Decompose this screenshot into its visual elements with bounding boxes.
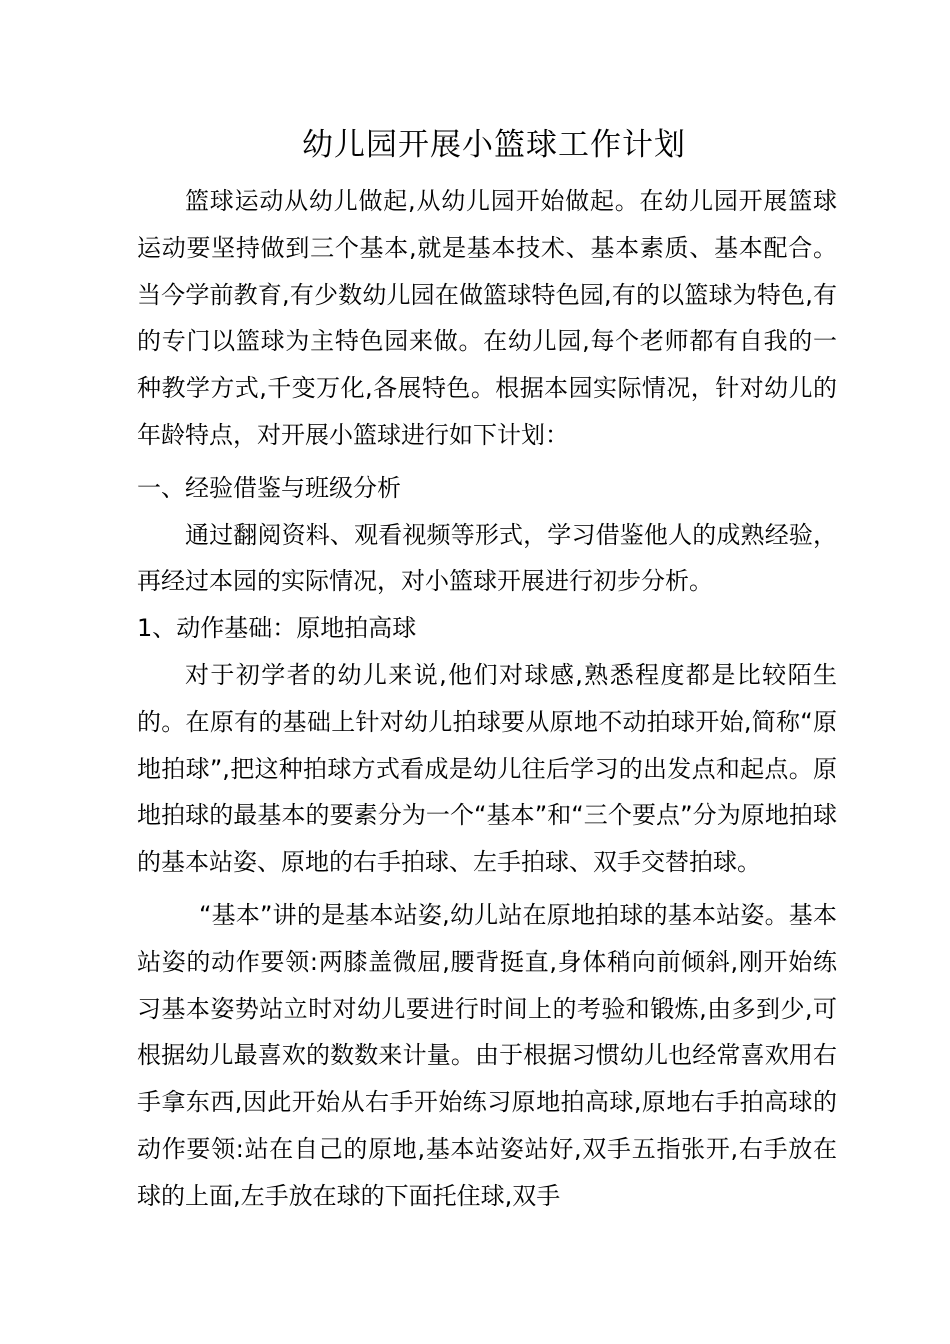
subsection-1-paragraph-2: “基本”讲的是基本站姿,幼儿站在原地拍球的基本站姿。基本站姿的动作要领:两膝盖微屈,腰背挺直,身体稍向前倾斜,刚开始练习基本姿势站立时对幼儿要进行时间上的考验和锻炼,由多到少,可根据幼儿最喜欢的数数来计量。由于根据习惯幼儿也经常喜欢用右手拿东西,因此开始从右手开始练习原地拍高球,原地右手拍高球的动作要领:站在自己的原地,基本站姿站好,双手五指张开,右手放在球的上面,左手放在球的下面托住球,双手	[137, 900, 837, 1210]
subsection-1-paragraph-1: 对于初学者的幼儿来说,他们对球感,熟悉程度都是比较陌生的。在原有的基础上针对幼儿拍球要从原地不动拍球开始,简称“原地拍球”,把这种拍球方式看成是幼儿往后学习的出发点和起点。原地拍球的最基本的要素分为一个“基本”和“三个要点”分为原地拍球的基本站姿、原地的右手拍球、左手拍球、双手交替拍球。	[137, 660, 837, 877]
subsection-heading-1: 1、动作基础：原地拍高球	[137, 614, 417, 643]
document-page	[137, 118, 837, 1220]
section-heading-1: 一、经验借鉴与班级分析	[137, 473, 401, 502]
section-1-paragraph: 通过翻阅资料、观看视频等形式，学习借鉴他人的成熟经验，再经过本园的实际情况，对小篮球开展进行初步分析。	[137, 520, 837, 596]
intro-paragraph: 篮球运动从幼儿做起,从幼儿园开始做起。在幼儿园开展篮球运动要坚持做到三个基本,就是基本技术、基本素质、基本配合。当今学前教育,有少数幼儿园在做篮球特色园,有的以篮球为特色,有的专门以篮球为主特色园来做。在幼儿园,每个老师都有自我的一种教学方式,千变万化,各展特色。根据本园实际情况，针对幼儿的年龄特点，对开展小篮球进行如下计划：	[137, 187, 837, 449]
document-title: 幼儿园开展小篮球工作计划	[302, 127, 686, 163]
